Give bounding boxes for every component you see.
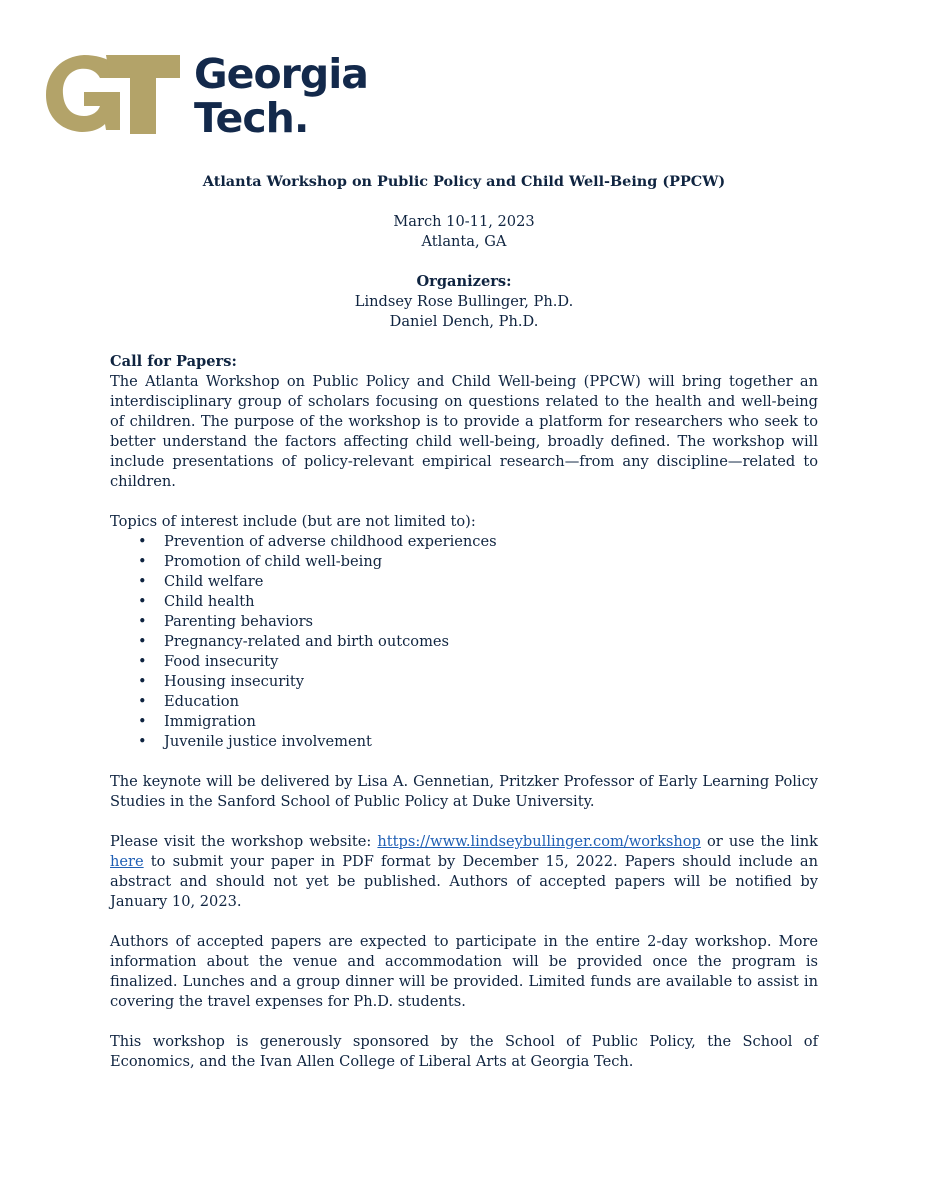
submission-paragraph xyxy=(110,832,818,912)
call-intro-paragraph: The Atlanta Workshop on Public Policy and Child Well-being (PPCW) will bring together an interdisciplinary group of scholars focusing on questions related to the health and well-being of children. The purpose of the workshop is to provide a platform for researchers who seek to better understand the factors affecting child well-being, broadly defined. The workshop will include presentations of policy-relevant empirical research—from any discipline—related to children. xyxy=(110,373,818,490)
call-for-papers-heading: Call for Papers: xyxy=(110,353,237,370)
list-item: • Child welfare xyxy=(110,572,818,592)
logo-tech-text: Tech. xyxy=(194,94,309,142)
list-item: • Parenting behaviors xyxy=(110,612,818,632)
submission-text-post: to submit your paper in PDF format by December 15, 2022. Papers should include an abstract and should not yet be published. Authors of accepted papers will be notified by January 10, 2023. xyxy=(110,853,818,910)
submission-here-link[interactable]: here xyxy=(110,853,144,870)
list-item: • Immigration xyxy=(110,712,818,732)
submission-text-mid: or use the link xyxy=(700,833,819,850)
event-date: March 10-11, 2023 xyxy=(393,213,535,230)
list-item: • Housing insecurity xyxy=(110,672,818,692)
organizers-label: Organizers: xyxy=(416,273,512,290)
keynote-paragraph: The keynote will be delivered by Lisa A. Gennetian, Pritzker Professor of Early Learning Policy Studies in the Sanford School of Public Policy at Duke University. xyxy=(110,773,818,810)
list-item: • Juvenile justice involvement xyxy=(110,732,818,752)
logo-georgia-text: Georgia xyxy=(194,50,368,98)
list-item: • Food insecurity xyxy=(110,652,818,672)
list-item: • Education xyxy=(110,692,818,712)
organizer-name: Lindsey Rose Bullinger, Ph.D. xyxy=(354,293,574,310)
document-body xyxy=(110,172,818,1072)
gt-monogram-icon xyxy=(44,52,184,142)
submission-text-pre: Please visit the workshop website: xyxy=(110,833,378,850)
list-item: • Pregnancy-related and birth outcomes xyxy=(110,632,818,652)
topics-list xyxy=(110,532,818,752)
list-item: • Promotion of child well-being xyxy=(110,552,818,572)
sponsors-paragraph: This workshop is generously sponsored by the School of Public Policy, the School of Economics, and the Ivan Allen College of Liberal Arts at Georgia Tech. xyxy=(110,1033,818,1070)
organizer-name: Daniel Dench, Ph.D. xyxy=(389,313,539,330)
georgia-tech-logo xyxy=(44,52,374,142)
event-location: Atlanta, GA xyxy=(421,233,507,250)
workshop-website-link[interactable]: https://www.lindseybullinger.com/workshop xyxy=(377,833,701,850)
list-item: • Child health xyxy=(110,592,818,612)
document-title: Atlanta Workshop on Public Policy and Child Well-Being (PPCW) xyxy=(202,173,726,190)
topics-intro: Topics of interest include (but are not limited to): xyxy=(110,513,476,530)
expectations-paragraph: Authors of accepted papers are expected to participate in the entire 2-day workshop. More information about the venue and accommodation will be provided once the program is finalized. Lunches and a group dinner will be provided. Limited funds are available to assist in covering the travel expenses for Ph.D. students. xyxy=(110,933,818,1010)
list-item: • Prevention of adverse childhood experiences xyxy=(110,532,818,552)
